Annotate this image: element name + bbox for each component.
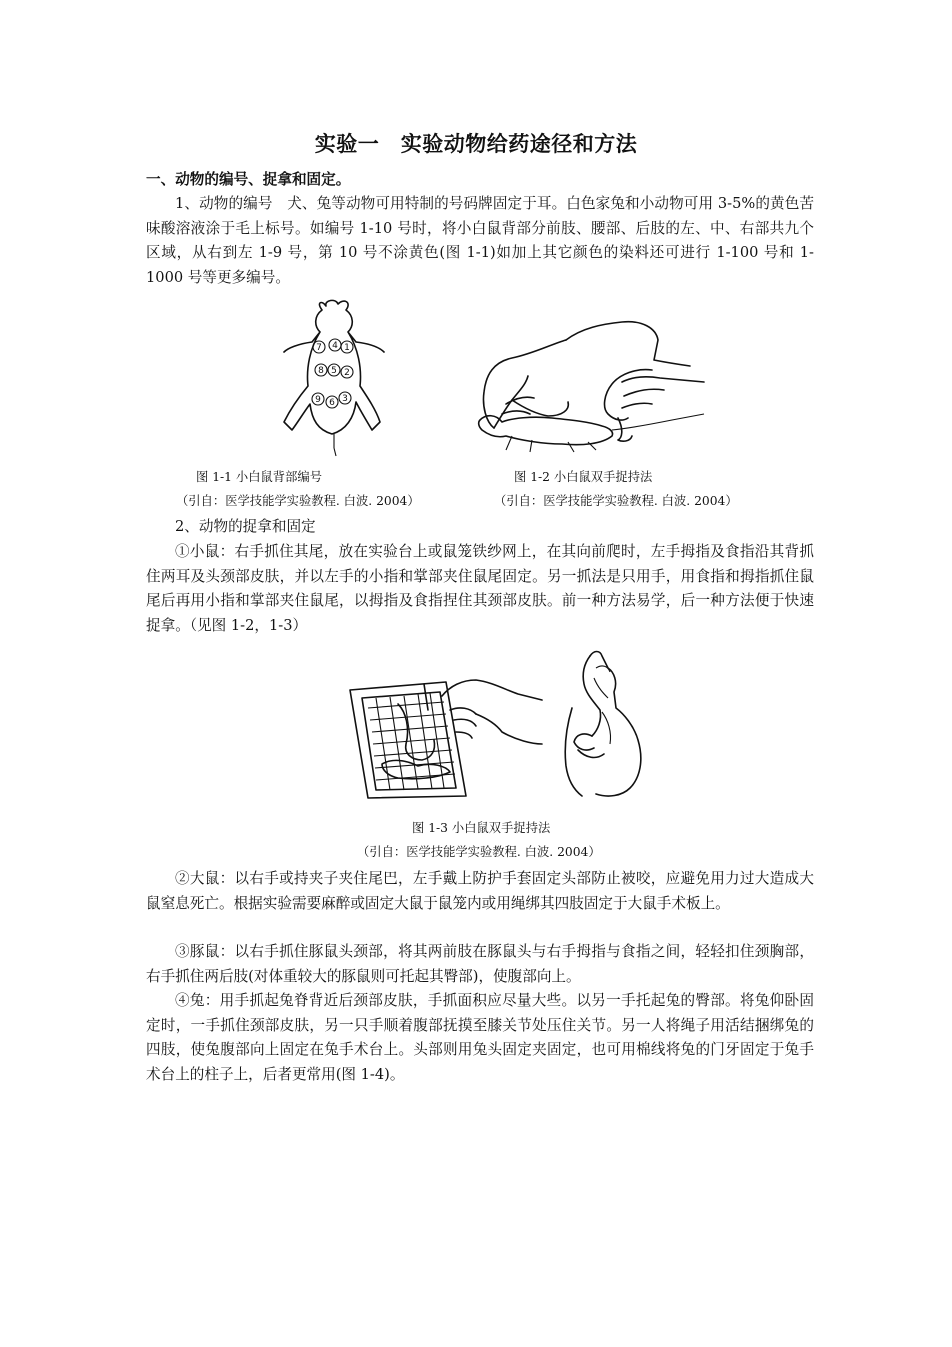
paragraph-rabbit: ④兔：用手抓起兔脊背近后颈部皮肤，手抓面积应尽量大些。以另一手托起兔的臀部。将兔仰卧固定时，一手抓住颈部皮肤，另一只手顺着腹部抚摸至膝关节处压住关节。另一人将绳子用活结捆绑兔的四肢，使兔腹部向上固定在兔手术台上。头部则用兔头固定夹固定，也可用棉线将兔的门牙固定于兔手术台上的柱子上，后者更常用(图 1-4)。 [146,992,814,1083]
figure-caption: 图 1-3 小白鼠双手捉持法 [412,821,551,835]
figure-number-label: 2 [344,368,350,378]
figure-number-label: 1 [344,343,350,353]
figure-number-label: 5 [331,366,337,376]
figure-source: （引自：医学技能学实验教程. 白波. 2004） [176,494,420,508]
figure-number-label: 9 [315,395,321,405]
paragraph-numbering: 1、动物的编号 犬、兔等动物可用特制的号码牌固定于耳。白色家兔和小动物可用 3-5%的黄色苦味酸溶液涂于毛上标号。如编号 1-10 号时，将小白鼠背部分前肢、腰部、后肢的左、中、右部共九个区域，从右到左 1-9 号，第 10 号不涂黄色(图 1-1)如加上其它颜色的染料还可进行 1-100 号和 1-1000 号等更多编号。 [146,195,814,286]
figure-number-label: 6 [329,398,335,408]
paragraph-mouse: ①小鼠：右手抓住其尾，放在实验台上或鼠笼铁纱网上，在其向前爬时，左手拇指及食指沿其背抓住两耳及头颈部皮肤，并以左手的小指和掌部夹住鼠尾固定。另一抓法是只用手，用食指和拇指抓住鼠尾后再用小指和掌部夹住鼠尾，以拇指及食指捏住其颈部皮肤。前一种方法易学，后一种方法便于快速捉拿。（见图 1-2，1-3） [146,543,814,634]
paragraph-guinea-pig: ③豚鼠：以右手抓住豚鼠头颈部，将其两前肢在豚鼠头与右手拇指与食指之间，轻轻扣住颈胸部，右手抓住两后肢(对体重较大的豚鼠则可托起其臀部)，使腹部向上。 [146,943,814,985]
figure-source: （引自：医学技能学实验教程. 白波. 2004） [494,494,738,508]
figure-number-label: 3 [342,394,348,404]
paragraph-rat: ②大鼠：以右手或持夹子夹住尾巴，左手戴上防护手套固定头部防止被咬，应避免用力过大造成大鼠窒息死亡。根据实验需要麻醉或固定大鼠于鼠笼内或用绳绑其四肢固定于大鼠手术板上。 [146,870,814,912]
figure-number-label: 4 [332,341,338,351]
figure-mouse-cage-hold [346,648,656,800]
figure-caption: 图 1-2 小白鼠双手捉持法 [514,470,653,484]
figure-mouse-numbering [276,298,396,460]
page-title: 实验一 实验动物给药途径和方法 [314,131,638,156]
figure-number-label: 8 [318,366,324,376]
figure-mouse-two-hand-hold [472,318,712,460]
figure-number-label: 7 [316,343,322,353]
figure-caption: 图 1-1 小白鼠背部编号 [196,470,322,484]
figure-source: （引自：医学技能学实验教程. 白波. 2004） [357,845,601,859]
subsection-heading: 2、动物的捉拿和固定 [175,518,316,535]
section-heading: 一、动物的编号、捉拿和固定。 [146,171,351,188]
